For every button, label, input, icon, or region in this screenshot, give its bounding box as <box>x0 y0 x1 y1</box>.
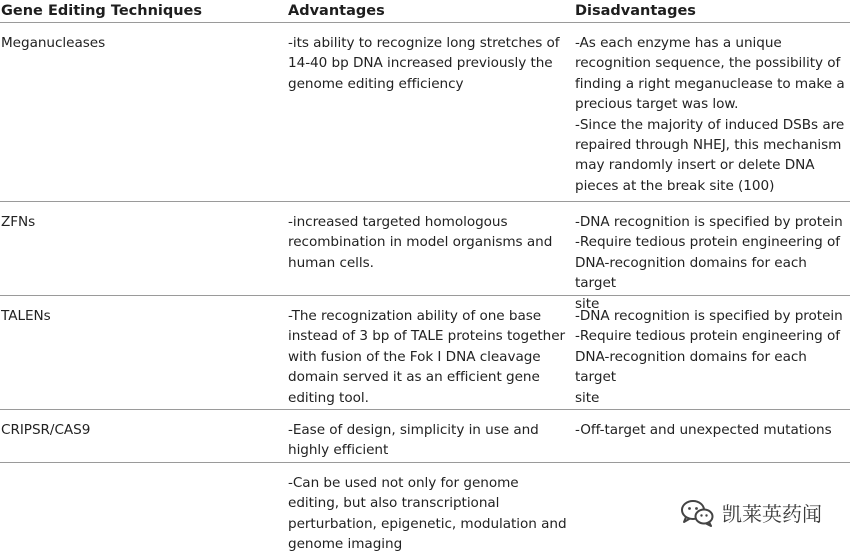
table-row-talens <box>0 296 850 410</box>
advantages-cell: -Can be used not only for genome editing, but also transcriptional perturbation, epigenetic, modulation and genome imaging <box>288 475 567 553</box>
disadvantages-cell: -DNA recognition is specified by protein -Require tedious protein engineering of DNA-recognition domains for each target site <box>575 308 843 406</box>
watermark <box>680 498 822 527</box>
technique-cell <box>0 463 287 555</box>
table-row-crispr <box>0 410 850 463</box>
header-techniques: Gene Editing Techniques <box>1 3 203 19</box>
advantages-cell: -increased targeted homologous recombination in model organisms and human cells. <box>288 214 553 271</box>
header-disadvantages: Disadvantages <box>575 3 696 19</box>
table-row-meganucleases <box>0 23 850 202</box>
technique-cell: ZFNs <box>1 214 36 230</box>
header-advantages: Advantages <box>288 3 385 19</box>
disadvantages-cell: -Off-target and unexpected mutations <box>575 422 832 438</box>
advantages-cell: -Ease of design, simplicity in use and highly efficient <box>288 422 539 459</box>
advantages-cell: -its ability to recognize long stretches of 14-40 bp DNA increased previously the genome editing efficiency <box>288 35 560 92</box>
table-header <box>0 0 850 23</box>
watermark-text: 凯莱英药闻 <box>722 502 822 526</box>
disadvantages-cell: -DNA recognition is specified by protein -Require tedious protein engineering of DNA-recognition domains for each target site <box>575 214 843 312</box>
technique-cell: TALENs <box>1 308 51 324</box>
disadvantages-cell: -As each enzyme has a unique recognition sequence, the possibility of finding a right meganuclease to make a precious target was low. -Since the majority of induced DSBs are repaired through NHEJ, this mechanism may randomly insert or delete DNA pieces at the break site (100) <box>575 35 845 194</box>
technique-cell: CRIPSR/CAS9 <box>1 422 91 438</box>
advantages-cell: -The recognization ability of one base instead of 3 bp of TALE proteins together with fusion of the Fok I DNA cleavage domain served it as an efficient gene editing tool. <box>288 308 566 406</box>
technique-cell: Meganucleases <box>1 35 106 51</box>
table-row-zfns <box>0 202 850 312</box>
wechat-logo-icon <box>680 499 714 527</box>
